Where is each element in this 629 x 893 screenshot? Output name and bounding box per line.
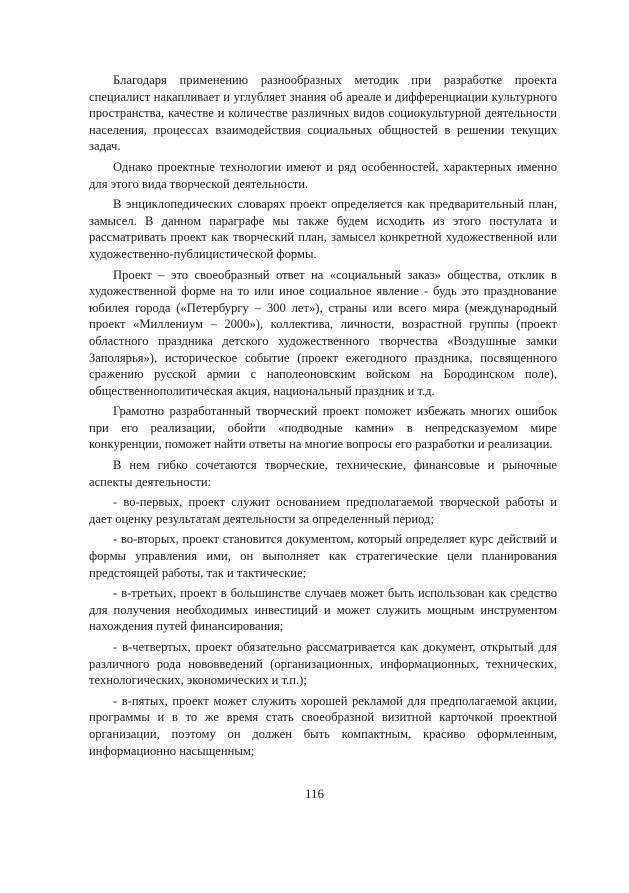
paragraph-4: Проект – это своеобразный ответ на «социальный заказ» общества, отклик в художественной форме на то или иное социальное явление - будь это празднование юбилея города («Петербургу – 300 лет»), страны или всего мира (международный проект «Миллениум – 2000»), коллектива, личности, возрастной группы (проект областного праздника детского художественного творчества «Воздушные замки Заполярья»), историческое событие (проект ежегодного праздника, посвященного сражению русской армии с наполеоновским войском на Бородинском поле), общественнополитическая акция, национальный праздник и т.д. (89, 267, 557, 398)
list-item-1: - во-первых, проект служит основанием предполагаемой творческой работы и дает оценку результатам деятельности за определенный период; (89, 495, 557, 526)
list-item-3: - в-третьих, проект в большинстве случаев может быть использован как средство для получения необходимых инвестиций и может служить мощным инструментом нахождения путей финансирования; (89, 586, 557, 634)
paragraph-5: Грамотно разработанный творческий проект поможет избежать многих ошибок при его реализации, обойти «подводные камни» в непредсказуемом мире конкуренции, поможет найти ответы на многие вопросы его разработки и реализации. (89, 404, 557, 452)
list-item-4: - в-четвертых, проект обязательно рассматривается как документ, открытый для различного рода нововведений (организационных, информационных, технических, технологических, экономических и т.п.); (89, 640, 557, 688)
page-number: 116 (304, 786, 325, 801)
paragraph-3: В энциклопедических словарях проект определяется как предварительный план, замысел. В данном параграфе мы также будем исходить из этого постулата и рассматривать проект как творческий план, замысел конкретной художественной или художественно-публицистической формы. (89, 197, 557, 261)
paragraph-6: В нем гибко сочетаются творческие, технические, финансовые и рыночные аспекты деятельности: (89, 458, 557, 489)
paragraph-1: Благодаря применению разнообразных методик при разработке проекта специалист накапливает и углубляет знания об ареале и дифференциации культурного пространства, качестве и количестве различных видов социокультурной деятельности населения, процессах взаимодействия социальных общностей в решении текущих задач. (89, 73, 557, 154)
list-item-5: - в-пятых, проект может служить хорошей рекламой для предполагаемой акции, программы и в то же время стать своеобразной визитной карточкой проектной организации, поэтому он должен быть компактным, красиво оформленным, информационно насыщенным; (89, 693, 557, 758)
body-text (89, 72, 557, 763)
list-item-2: - во-вторых, проект становится документом, который определяет курс действий и формы управления ими, он выполняет как стратегические цели планирования предстоящей работы, так и тактические; (89, 532, 557, 580)
paragraph-2: Однако проектные технологии имеют и ряд особенностей, характерных именно для этого вида творческой деятельности. (89, 159, 557, 191)
